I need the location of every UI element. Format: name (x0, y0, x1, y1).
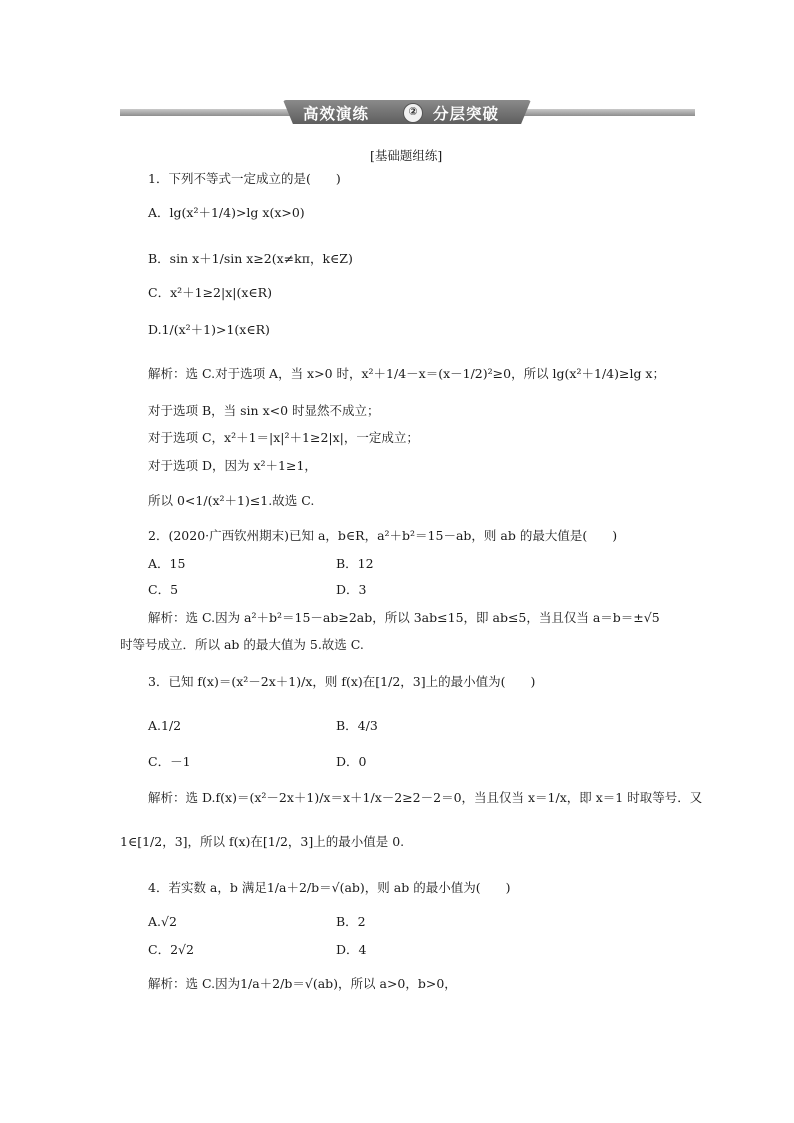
q4-solution-line1: 解析：选 C.因为1/a＋2/b＝√(ab)，所以 a>0，b>0， (148, 976, 457, 991)
q1-stem: 1．下列不等式一定成立的是( ) (148, 171, 341, 186)
q3-solution-line2: 1∈[1/2，3]，所以 f(x)在[1/2，3]上的最小值是 0. (120, 834, 405, 849)
q2-option-b: B．12 (336, 556, 374, 571)
q1-option-c: C．x²＋1≥2|x|(x∈R) (148, 285, 272, 300)
q3-stem: 3．已知 f(x)＝(x²－2x＋1)/x，则 f(x)在[1/2，3]上的最小值为( ) (148, 674, 536, 689)
banner-badge-icon (403, 103, 423, 123)
q3-solution-line1: 解析：选 D.f(x)＝(x²－2x＋1)/x＝x＋1/x－2≥2－2＝0，当且仅当 x＝1/x，即 x＝1 时取等号．又 (148, 790, 703, 805)
banner-right-title: 分层突破 (433, 105, 500, 123)
q2-solution-line2: 时等号成立．所以 ab 的最大值为 5.故选 C. (120, 637, 364, 652)
q1-solution-line4: 对于选项 D，因为 x²＋1≥1， (148, 458, 317, 473)
q1-solution-line5: 所以 0<1/(x²＋1)≤1.故选 C. (148, 493, 315, 508)
q3-option-c: C．－1 (148, 754, 191, 769)
q2-option-d: D．3 (336, 582, 367, 597)
header-banner (120, 100, 695, 124)
q4-option-b: B．2 (336, 914, 366, 929)
section-title: [基础题组练] (370, 148, 443, 163)
q1-option-a: A．lg(x²＋1/4)>lg x(x>0) (148, 205, 305, 220)
banner-badge-label: ② (408, 105, 418, 118)
q3-option-b: B．4/3 (336, 718, 378, 733)
q1-solution-line2: 对于选项 B，当 sin x<0 时显然不成立； (148, 403, 380, 418)
q3-option-a: A.1/2 (148, 718, 182, 733)
q1-option-d: D.1/(x²＋1)>1(x∈R) (148, 322, 270, 337)
q4-stem: 4．若实数 a，b 满足1/a＋2/b＝√(ab)，则 ab 的最小值为( ) (148, 880, 511, 895)
q1-option-b: B．sin x＋1/sin x≥2(x≠kπ，k∈Z) (148, 251, 353, 266)
q1-solution-line1: 解析：选 C.对于选项 A，当 x>0 时，x²＋1/4－x＝(x－1/2)²≥0，所以 lg(x²＋1/4)≥lg x； (148, 366, 665, 381)
q4-option-d: D．4 (336, 942, 367, 957)
q2-option-a: A．15 (148, 556, 186, 571)
q2-option-c: C．5 (148, 582, 179, 597)
q4-option-a: A.√2 (148, 914, 177, 929)
q2-stem: 2．(2020·广西钦州期末)已知 a，b∈R，a²＋b²＝15－ab，则 ab 的最大值是( ) (148, 528, 618, 543)
banner-left-title: 高效演练 (303, 105, 370, 123)
q2-solution-line1: 解析：选 C.因为 a²＋b²＝15－ab≥2ab，所以 3ab≤15，即 ab≤5，当且仅当 a＝b＝±√5 (148, 610, 660, 625)
q1-solution-line3: 对于选项 C，x²＋1＝|x|²＋1≥2|x|，一定成立； (148, 430, 419, 445)
q3-option-d: D．0 (336, 754, 367, 769)
q4-option-c: C．2√2 (148, 942, 194, 957)
